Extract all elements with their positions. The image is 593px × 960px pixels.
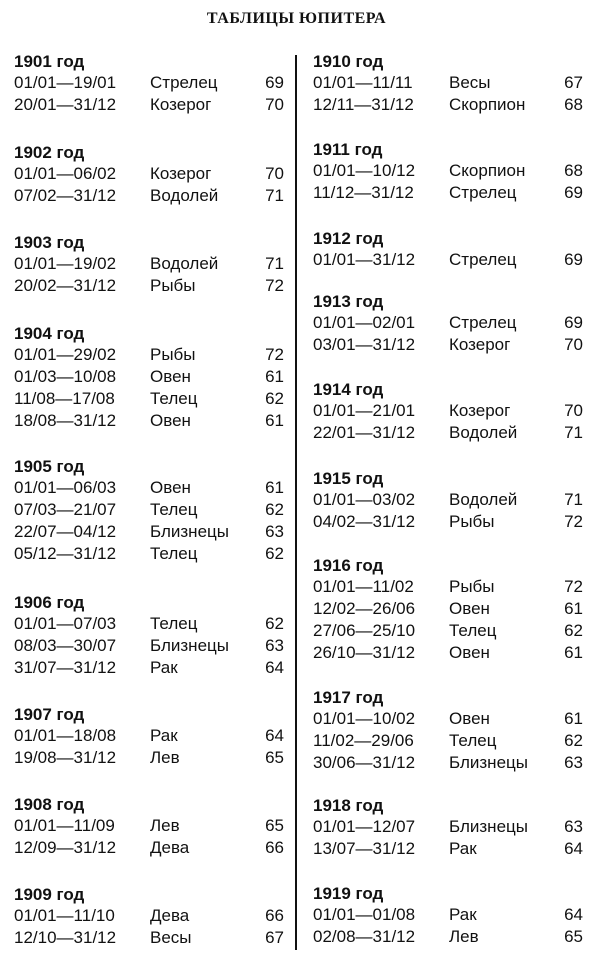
year-heading: 1910 год [313, 52, 384, 71]
period-row [14, 253, 284, 275]
year-heading: 1901 год [14, 52, 85, 71]
column-divider [295, 55, 297, 950]
period-row [313, 489, 583, 511]
year-heading: 1905 год [14, 457, 85, 476]
period-row [313, 160, 583, 182]
sign-number: 65 [265, 748, 284, 767]
period-row [14, 72, 284, 94]
period-row [313, 904, 583, 926]
date-range: 02/08—31/12 [313, 927, 416, 946]
period-row [313, 598, 583, 620]
year-heading: 1911 год [313, 140, 383, 159]
zodiac-sign: Овен [150, 411, 191, 430]
sign-number: 70 [564, 335, 583, 354]
sign-number: 64 [265, 726, 284, 745]
year-heading: 1914 год [313, 380, 384, 399]
date-range: 01/01—06/03 [14, 478, 117, 497]
date-range: 11/02—29/06 [313, 731, 414, 750]
zodiac-sign: Телец [150, 389, 198, 408]
period-row [14, 163, 284, 185]
date-range: 05/12—31/12 [14, 544, 117, 563]
sign-number: 61 [265, 367, 284, 386]
period-row [14, 94, 284, 116]
sign-number: 71 [564, 490, 583, 509]
year-heading: 1917 год [313, 688, 384, 707]
sign-number: 61 [564, 643, 583, 662]
period-row [14, 344, 284, 366]
period-row [313, 752, 583, 774]
date-range: 01/01—29/02 [14, 345, 117, 364]
sign-number: 62 [564, 731, 583, 750]
zodiac-sign: Рыбы [449, 577, 495, 596]
year-block [14, 52, 284, 116]
zodiac-sign: Водолей [449, 490, 518, 509]
sign-number: 64 [265, 658, 284, 677]
period-row [14, 499, 284, 521]
period-row [313, 511, 583, 533]
year-heading: 1904 год [14, 324, 85, 343]
period-row [313, 94, 583, 116]
period-row [14, 366, 284, 388]
period-row [313, 926, 583, 948]
zodiac-sign: Телец [150, 614, 198, 633]
date-range: 20/01—31/12 [14, 95, 117, 114]
zodiac-sign: Козерог [449, 335, 511, 354]
year-heading: 1906 год [14, 593, 85, 612]
period-row [313, 72, 583, 94]
zodiac-sign: Стрелец [449, 250, 517, 269]
year-heading: 1903 год [14, 233, 85, 252]
period-row [14, 905, 284, 927]
date-range: 08/03—30/07 [14, 636, 117, 655]
date-range: 01/01—06/02 [14, 164, 117, 183]
date-range: 01/01—10/02 [313, 709, 416, 728]
period-row [14, 388, 284, 410]
date-range: 12/09—31/12 [14, 838, 117, 857]
zodiac-sign: Овен [449, 709, 490, 728]
sign-number: 63 [265, 522, 284, 541]
date-range: 01/01—19/01 [14, 73, 117, 92]
sign-number: 71 [265, 254, 284, 273]
year-block [313, 380, 583, 444]
date-range: 18/08—31/12 [14, 411, 117, 430]
zodiac-sign: Лев [150, 816, 180, 835]
zodiac-sign: Телец [150, 544, 198, 563]
zodiac-sign: Лев [449, 927, 479, 946]
date-range: 27/06—25/10 [313, 621, 416, 640]
zodiac-sign: Лев [150, 748, 180, 767]
sign-number: 65 [564, 927, 583, 946]
year-heading: 1913 год [313, 292, 384, 311]
date-range: 01/01—19/02 [14, 254, 117, 273]
sign-number: 62 [265, 614, 284, 633]
date-range: 03/01—31/12 [313, 335, 416, 354]
zodiac-sign: Скорпион [449, 161, 526, 180]
year-heading: 1912 год [313, 229, 384, 248]
sign-number: 68 [564, 95, 583, 114]
period-row [313, 400, 583, 422]
year-heading: 1919 год [313, 884, 384, 903]
page-title: ТАБЛИЦЫ ЮПИТЕРА [206, 10, 387, 27]
date-range: 01/01—03/02 [313, 490, 416, 509]
sign-number: 72 [564, 512, 583, 531]
zodiac-sign: Телец [449, 621, 497, 640]
date-range: 11/12—31/12 [313, 183, 414, 202]
period-row [14, 815, 284, 837]
period-row [14, 521, 284, 543]
year-heading: 1918 год [313, 796, 384, 815]
date-range: 31/07—31/12 [14, 658, 117, 677]
zodiac-sign: Телец [449, 731, 497, 750]
period-row [14, 725, 284, 747]
date-range: 12/10—31/12 [14, 928, 117, 947]
zodiac-sign: Рыбы [150, 345, 196, 364]
sign-number: 63 [265, 636, 284, 655]
sign-number: 72 [265, 276, 284, 295]
year-block [14, 143, 284, 207]
date-range: 01/03—10/08 [14, 367, 117, 386]
zodiac-sign: Овен [150, 478, 191, 497]
period-row [14, 657, 284, 679]
period-row [14, 837, 284, 859]
sign-number: 63 [564, 817, 583, 836]
zodiac-sign: Рак [449, 839, 477, 858]
date-range: 01/01—11/11 [313, 73, 413, 92]
sign-number: 61 [265, 411, 284, 430]
year-block [313, 140, 583, 204]
sign-number: 72 [564, 577, 583, 596]
zodiac-sign: Рыбы [449, 512, 495, 531]
year-block [14, 324, 284, 432]
sign-number: 65 [265, 816, 284, 835]
sign-number: 62 [564, 621, 583, 640]
date-range: 01/01—21/01 [313, 401, 416, 420]
zodiac-sign: Телец [150, 500, 198, 519]
year-heading: 1902 год [14, 143, 85, 162]
zodiac-sign: Овен [150, 367, 191, 386]
zodiac-sign: Козерог [449, 401, 511, 420]
date-range: 12/11—31/12 [313, 95, 414, 114]
sign-number: 69 [564, 313, 583, 332]
period-row [313, 838, 583, 860]
sign-number: 64 [564, 905, 583, 924]
year-block [313, 52, 583, 116]
date-range: 22/07—04/12 [14, 522, 117, 541]
date-range: 01/01—10/12 [313, 161, 416, 180]
period-row [313, 182, 583, 204]
date-range: 01/01—02/01 [313, 313, 416, 332]
year-heading: 1907 год [14, 705, 85, 724]
sign-number: 69 [564, 183, 583, 202]
sign-number: 61 [564, 709, 583, 728]
year-block [313, 796, 583, 860]
year-block [14, 457, 284, 565]
period-row [14, 410, 284, 432]
date-range: 19/08—31/12 [14, 748, 117, 767]
sign-number: 69 [564, 250, 583, 269]
period-row [313, 422, 583, 444]
year-block [313, 556, 583, 664]
sign-number: 63 [564, 753, 583, 772]
date-range: 01/01—18/08 [14, 726, 117, 745]
zodiac-sign: Близнецы [150, 522, 229, 541]
period-row [14, 185, 284, 207]
year-block [313, 688, 583, 774]
sign-number: 71 [265, 186, 284, 205]
date-range: 04/02—31/12 [313, 512, 416, 531]
date-range: 26/10—31/12 [313, 643, 416, 662]
period-row [14, 635, 284, 657]
year-block [313, 469, 583, 533]
zodiac-sign: Стрелец [449, 183, 517, 202]
zodiac-sign: Стрелец [150, 73, 218, 92]
sign-number: 62 [265, 389, 284, 408]
date-range: 07/02—31/12 [14, 186, 117, 205]
year-heading: 1909 год [14, 885, 85, 904]
sign-number: 66 [265, 906, 284, 925]
date-range: 11/08—17/08 [14, 389, 115, 408]
zodiac-sign: Овен [449, 643, 490, 662]
year-block [313, 884, 583, 948]
sign-number: 61 [564, 599, 583, 618]
date-range: 01/01—11/09 [14, 816, 115, 835]
year-block [313, 292, 583, 356]
date-range: 01/01—07/03 [14, 614, 117, 633]
zodiac-sign: Рак [150, 658, 178, 677]
period-row [313, 312, 583, 334]
period-row [313, 730, 583, 752]
date-range: 01/01—11/10 [14, 906, 115, 925]
period-row [313, 708, 583, 730]
year-block [14, 233, 284, 297]
sign-number: 70 [265, 164, 284, 183]
sign-number: 72 [265, 345, 284, 364]
period-row [14, 275, 284, 297]
period-row [313, 620, 583, 642]
zodiac-sign: Водолей [150, 186, 219, 205]
zodiac-sign: Стрелец [449, 313, 517, 332]
sign-number: 67 [265, 928, 284, 947]
zodiac-sign: Рыбы [150, 276, 196, 295]
date-range: 20/02—31/12 [14, 276, 117, 295]
zodiac-sign: Весы [449, 73, 491, 92]
sign-number: 67 [564, 73, 583, 92]
period-row [313, 642, 583, 664]
year-heading: 1908 год [14, 795, 85, 814]
date-range: 01/01—11/02 [313, 577, 414, 596]
zodiac-sign: Овен [449, 599, 490, 618]
year-heading: 1915 год [313, 469, 384, 488]
sign-number: 64 [564, 839, 583, 858]
sign-number: 70 [265, 95, 284, 114]
sign-number: 69 [265, 73, 284, 92]
year-block [14, 593, 284, 679]
period-row [313, 816, 583, 838]
period-row [14, 477, 284, 499]
period-row [14, 613, 284, 635]
date-range: 01/01—01/08 [313, 905, 416, 924]
zodiac-sign: Весы [150, 928, 192, 947]
sign-number: 66 [265, 838, 284, 857]
date-range: 07/03—21/07 [14, 500, 117, 519]
zodiac-sign: Водолей [449, 423, 518, 442]
zodiac-sign: Близнецы [150, 636, 229, 655]
period-row [14, 747, 284, 769]
zodiac-sign: Дева [150, 906, 190, 925]
zodiac-sign: Скорпион [449, 95, 526, 114]
period-row [313, 334, 583, 356]
sign-number: 68 [564, 161, 583, 180]
zodiac-sign: Рак [449, 905, 477, 924]
year-block [313, 229, 583, 271]
sign-number: 71 [564, 423, 583, 442]
year-block [14, 885, 284, 949]
period-row [14, 543, 284, 565]
date-range: 12/02—26/06 [313, 599, 416, 618]
year-block [14, 795, 284, 859]
period-row [14, 927, 284, 949]
date-range: 01/01—31/12 [313, 250, 416, 269]
zodiac-sign: Дева [150, 838, 190, 857]
sign-number: 61 [265, 478, 284, 497]
date-range: 30/06—31/12 [313, 753, 416, 772]
sign-number: 70 [564, 401, 583, 420]
sign-number: 62 [265, 500, 284, 519]
zodiac-sign: Рак [150, 726, 178, 745]
zodiac-sign: Козерог [150, 95, 212, 114]
period-row [313, 576, 583, 598]
year-block [14, 705, 284, 769]
date-range: 01/01—12/07 [313, 817, 416, 836]
zodiac-sign: Близнецы [449, 753, 528, 772]
date-range: 13/07—31/12 [313, 839, 416, 858]
date-range: 22/01—31/12 [313, 423, 416, 442]
zodiac-sign: Близнецы [449, 817, 528, 836]
period-row [313, 249, 583, 271]
sign-number: 62 [265, 544, 284, 563]
year-heading: 1916 год [313, 556, 384, 575]
zodiac-sign: Водолей [150, 254, 219, 273]
zodiac-sign: Козерог [150, 164, 212, 183]
